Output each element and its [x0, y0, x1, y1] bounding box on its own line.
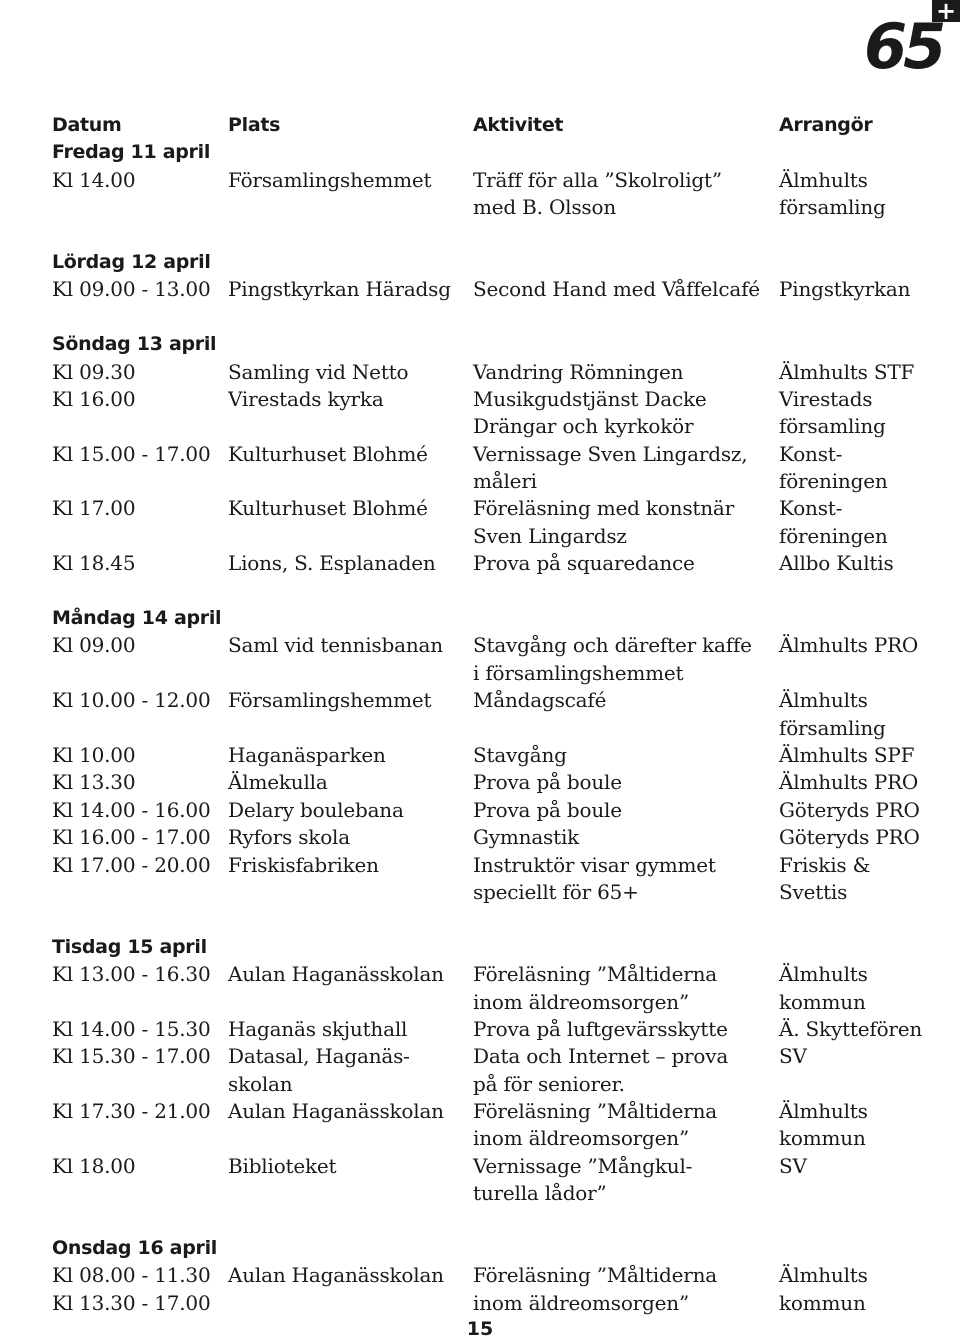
event-place: Församlingshemmet — [228, 167, 432, 192]
page-number: 15 — [466, 1318, 494, 1340]
event-organizer: Älmhults STF — [779, 359, 915, 384]
table-row — [52, 1043, 952, 1070]
event-organizer: Konst- — [779, 441, 843, 466]
event-organizer: föreningen — [779, 469, 888, 494]
table-row — [52, 879, 952, 906]
table-row — [52, 687, 952, 714]
table-row — [52, 769, 952, 796]
event-organizer: församling — [779, 414, 886, 439]
event-place: Aulan Haganässkolan — [228, 1263, 444, 1288]
event-time: Kl 14.00 — [52, 167, 136, 192]
table-row — [52, 1180, 952, 1207]
event-activity: Vernissage ”Mångkul- — [473, 1153, 693, 1178]
event-place: Delary boulebana — [228, 797, 404, 822]
day-heading-row — [52, 605, 952, 632]
event-organizer: Svettis — [779, 879, 848, 904]
svg-text:65: 65 — [864, 10, 943, 72]
event-organizer: Älmhults PRO — [779, 770, 919, 795]
event-time: Kl 09.00 — [52, 633, 136, 658]
event-organizer: Göteryds PRO — [779, 797, 920, 822]
column-header-place: Plats — [228, 114, 281, 136]
event-place: Kulturhuset Blohmé — [228, 496, 428, 521]
table-row — [52, 386, 952, 413]
event-time: Kl 18.45 — [52, 551, 136, 576]
table-row — [52, 550, 952, 577]
event-activity: Måndagscafé — [473, 688, 607, 713]
day-spacer — [52, 578, 952, 605]
table-row — [52, 359, 952, 386]
column-header-activity: Aktivitet — [473, 114, 564, 136]
day-spacer — [52, 1208, 952, 1235]
event-place: Haganäs skjuthall — [228, 1016, 408, 1041]
event-schedule-table — [52, 112, 952, 1317]
day-heading-row — [52, 331, 952, 358]
event-organizer: Älmhults — [779, 962, 868, 987]
event-organizer: SV — [779, 1153, 807, 1178]
65-plus-logo-icon — [858, 0, 960, 72]
day-heading-row — [52, 1235, 952, 1262]
event-organizer: Älmhults SPF — [779, 742, 915, 767]
event-time: Kl 15.00 - 17.00 — [52, 441, 211, 466]
day-heading: Söndag 13 april — [52, 333, 217, 356]
day-heading-row — [52, 934, 952, 961]
event-organizer: Ä. Skyttefören — [779, 1016, 923, 1041]
event-organizer: Älmhults PRO — [779, 633, 919, 658]
event-time: Kl 10.00 - 12.00 — [52, 688, 211, 713]
table-row — [52, 797, 952, 824]
event-time: Kl 18.00 — [52, 1153, 136, 1178]
event-activity: Musikgudstjänst Dacke — [473, 386, 707, 411]
event-activity: Träff för alla ”Skolroligt” — [473, 167, 722, 192]
event-organizer: Allbo Kultis — [779, 551, 894, 576]
event-activity: Stavgång och därefter kaffe — [473, 633, 752, 658]
event-time: Kl 13.00 - 16.30 — [52, 962, 211, 987]
event-place: skolan — [228, 1071, 293, 1096]
table-row — [52, 523, 952, 550]
event-activity: Instruktör visar gymmet — [473, 852, 716, 877]
event-organizer: Älmhults — [779, 1099, 868, 1124]
event-time: Kl 15.30 - 17.00 — [52, 1044, 211, 1069]
event-activity: Second Hand med Våffelcafé — [473, 277, 760, 302]
day-heading: Fredag 11 april — [52, 141, 211, 164]
event-activity: Föreläsning med konstnär — [473, 496, 734, 521]
event-time: Kl 09.30 — [52, 359, 136, 384]
event-place: Aulan Haganässkolan — [228, 962, 444, 987]
table-row — [52, 989, 952, 1016]
event-place: Församlingshemmet — [228, 688, 432, 713]
table-row — [52, 194, 952, 221]
event-time: Kl 17.00 - 20.00 — [52, 852, 211, 877]
event-place: Datasal, Haganäs- — [228, 1044, 410, 1069]
event-organizer: SV — [779, 1044, 807, 1069]
event-activity: med B. Olsson — [473, 195, 617, 220]
table-row — [52, 167, 952, 194]
table-row — [52, 1071, 952, 1098]
event-activity: Föreläsning ”Måltiderna — [473, 1099, 717, 1124]
column-header-date: Datum — [52, 114, 122, 136]
event-activity: Gymnastik — [473, 825, 580, 850]
event-place: Pingstkyrkan Häradsg — [228, 277, 451, 302]
table-row — [52, 742, 952, 769]
event-activity: Föreläsning ”Måltiderna — [473, 962, 717, 987]
event-organizer: Göteryds PRO — [779, 825, 920, 850]
event-place: Saml vid tennisbanan — [228, 633, 443, 658]
event-organizer: Älmhults — [779, 167, 868, 192]
event-organizer: föreningen — [779, 523, 888, 548]
event-activity: Vandring Römningen — [473, 359, 684, 384]
event-activity: inom äldreomsorgen” — [473, 1126, 689, 1151]
event-place: Ryfors skola — [228, 825, 350, 850]
event-activity: Vernissage Sven Lingardsz, — [473, 441, 748, 466]
event-activity: inom äldreomsorgen” — [473, 989, 689, 1014]
event-time: Kl 17.00 — [52, 496, 136, 521]
event-organizer: kommun — [779, 989, 866, 1014]
event-activity: inom äldreomsorgen” — [473, 1290, 689, 1315]
event-activity: Stavgång — [473, 742, 567, 767]
event-organizer: församling — [779, 715, 886, 740]
event-activity: Drängar och kyrkokör — [473, 414, 694, 439]
event-time: Kl 09.00 - 13.00 — [52, 277, 211, 302]
svg-text:+: + — [935, 0, 957, 25]
event-organizer: Virestads — [779, 386, 873, 411]
table-row — [52, 495, 952, 522]
event-activity: måleri — [473, 469, 537, 494]
event-activity: i församlingshemmet — [473, 660, 684, 685]
event-activity: Sven Lingardsz — [473, 523, 627, 548]
event-organizer: församling — [779, 195, 886, 220]
event-activity: Prova på squaredance — [473, 551, 695, 576]
event-place: Kulturhuset Blohmé — [228, 441, 428, 466]
event-activity: Föreläsning ”Måltiderna — [473, 1263, 717, 1288]
event-organizer: Friskis & — [779, 852, 871, 877]
event-activity: speciellt för 65+ — [473, 879, 639, 904]
event-organizer: kommun — [779, 1290, 866, 1315]
day-heading: Måndag 14 april — [52, 607, 222, 630]
event-organizer: kommun — [779, 1126, 866, 1151]
event-organizer: Konst- — [779, 496, 843, 521]
table-row — [52, 852, 952, 879]
table-row — [52, 413, 952, 440]
event-place: Samling vid Netto — [228, 359, 409, 384]
event-activity: Data och Internet – prova — [473, 1044, 729, 1069]
event-organizer: Pingstkyrkan — [779, 277, 911, 302]
event-place: Virestads kyrka — [228, 386, 384, 411]
event-activity: Prova på luftgevärsskytte — [473, 1016, 728, 1041]
table-row — [52, 1262, 952, 1289]
day-heading-row — [52, 249, 952, 276]
table-row — [52, 715, 952, 742]
table-row — [52, 1125, 952, 1152]
event-time: Kl 14.00 - 15.30 — [52, 1016, 211, 1041]
65-plus-logo — [858, 0, 960, 72]
table-row — [52, 1290, 952, 1317]
event-activity: Prova på boule — [473, 797, 622, 822]
day-heading: Tisdag 15 april — [52, 935, 207, 958]
event-activity: på för seniorer. — [473, 1071, 625, 1096]
day-spacer — [52, 906, 952, 933]
event-time: Kl 10.00 — [52, 742, 136, 767]
day-heading: Onsdag 16 april — [52, 1237, 217, 1260]
event-place: Lions, S. Esplanaden — [228, 551, 436, 576]
table-row — [52, 961, 952, 988]
event-time: Kl 16.00 — [52, 386, 136, 411]
event-place: Biblioteket — [228, 1153, 337, 1178]
event-organizer: Älmhults — [779, 688, 868, 713]
table-row — [52, 276, 952, 303]
table-row — [52, 1153, 952, 1180]
table-row — [52, 824, 952, 851]
event-time: Kl 14.00 - 16.00 — [52, 797, 211, 822]
table-row — [52, 441, 952, 468]
day-spacer — [52, 304, 952, 331]
table-row — [52, 468, 952, 495]
event-place: Aulan Haganässkolan — [228, 1099, 444, 1124]
day-spacer — [52, 222, 952, 249]
event-activity: turella lådor” — [473, 1181, 607, 1206]
table-header — [52, 112, 952, 139]
day-heading: Lördag 12 april — [52, 250, 211, 273]
column-header-organizer: Arrangör — [779, 114, 873, 136]
event-organizer: Älmhults — [779, 1263, 868, 1288]
event-place: Haganäsparken — [228, 742, 386, 767]
event-time: Kl 13.30 - 17.00 — [52, 1290, 211, 1315]
event-time: Kl 08.00 - 11.30 — [52, 1263, 211, 1288]
table-row — [52, 1016, 952, 1043]
event-place: Älmekulla — [228, 770, 328, 795]
event-time: Kl 13.30 — [52, 770, 136, 795]
event-time: Kl 16.00 - 17.00 — [52, 825, 211, 850]
table-row — [52, 632, 952, 659]
event-time: Kl 17.30 - 21.00 — [52, 1099, 211, 1124]
table-row — [52, 1098, 952, 1125]
table-row — [52, 660, 952, 687]
day-heading-row — [52, 139, 952, 166]
schedule-days — [52, 139, 952, 1317]
event-activity: Prova på boule — [473, 770, 622, 795]
event-place: Friskisfabriken — [228, 852, 379, 877]
